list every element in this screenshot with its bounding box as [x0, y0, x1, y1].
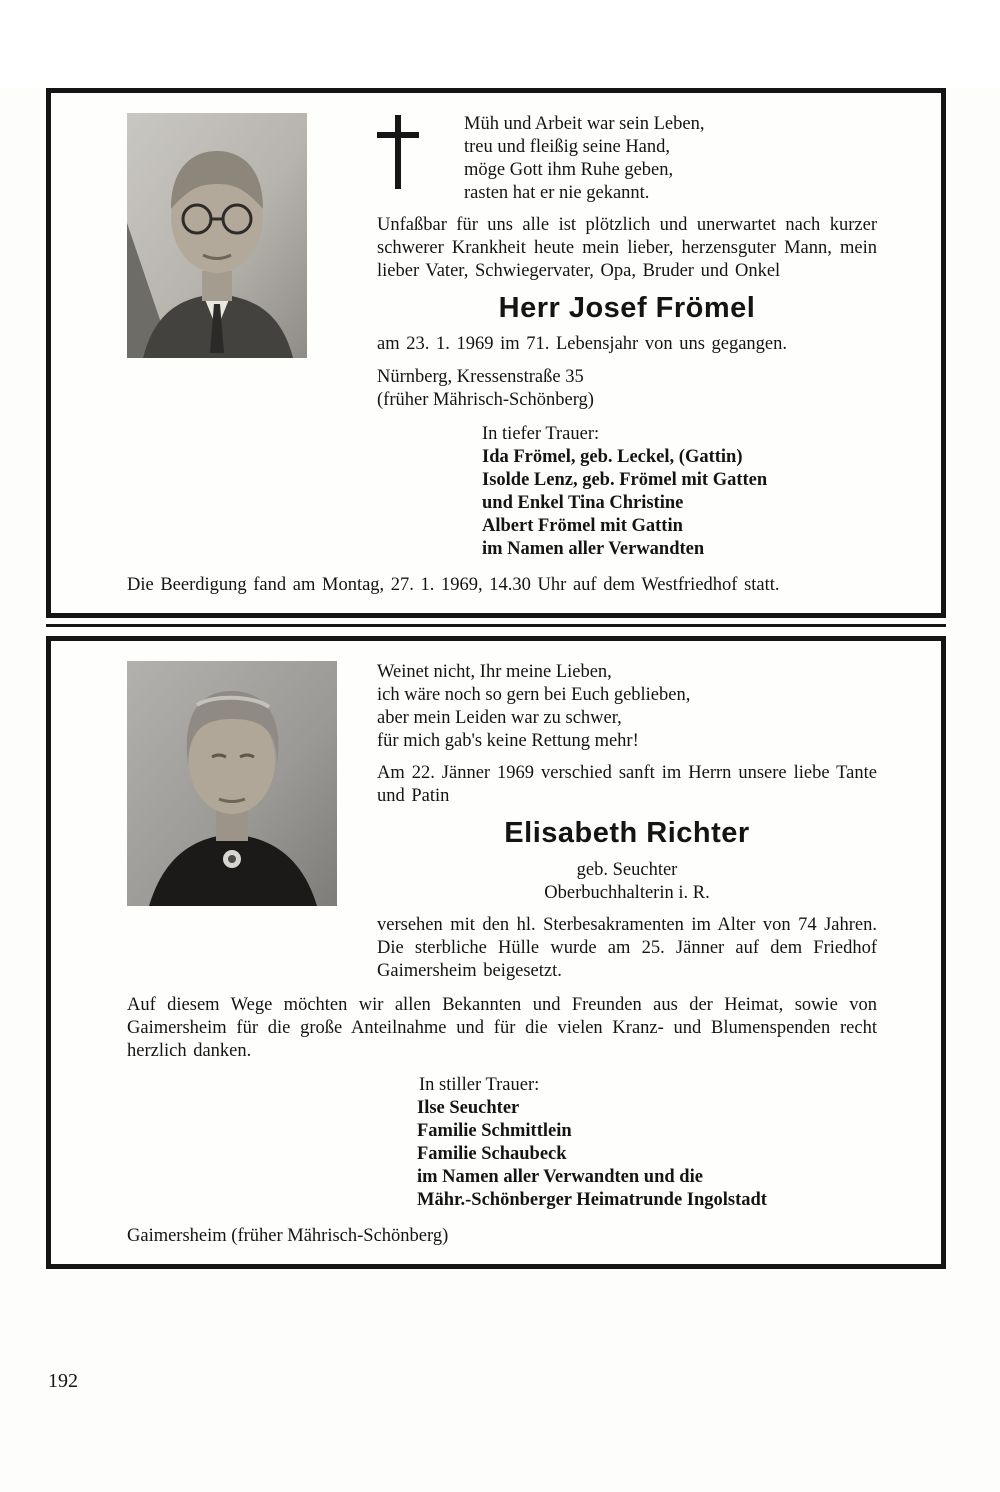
deceased-name-richter: Elisabeth Richter	[504, 817, 750, 850]
portrait-photo-elisabeth-richter	[127, 661, 337, 906]
poem-line: Müh und Arbeit war sein Leben,	[464, 114, 705, 134]
portrait-woman-graphic	[127, 661, 337, 906]
mourner-line: und Enkel Tina Christine	[482, 493, 684, 514]
cross-icon	[377, 113, 464, 194]
poem-line: möge Gott ihm Ruhe geben,	[464, 160, 674, 180]
thanks-text-richter: Auf diesem Wege möchten wir allen Bekannten und Freunden aus der Heimat, sowie von Gaimersheim für die große Anteilnahme und für die vielen Kranz- und Blumenspenden recht herzlich danken.	[127, 994, 877, 1061]
body-text-richter: versehen mit den hl. Sterbesakramenten im Alter von 74 Jahren. Die sterbliche Hülle wurde am 25. Jänner auf dem Friedhof Gaimersheim beigesetzt.	[377, 914, 877, 981]
notice-richter-content	[51, 641, 941, 1263]
poem-line: Weinet nicht, Ihr meine Lieben,	[377, 662, 612, 683]
mourner-line: Familie Schaubeck	[417, 1143, 567, 1164]
mourner-line: im Namen aller Verwandten	[482, 539, 705, 560]
poem-line: rasten hat er nie gekannt.	[464, 183, 650, 203]
footer-text-richter: Gaimersheim (früher Mährisch-Schönberg)	[127, 1225, 449, 1246]
mourner-line: Albert Frömel mit Gattin	[482, 516, 683, 537]
profession-richter: Oberbuchhalterin i. R.	[544, 882, 710, 903]
maiden-name-richter: geb. Seuchter	[576, 859, 678, 880]
poem-line: für mich gab's keine Rettung mehr!	[377, 731, 639, 752]
poem-froemel	[464, 113, 704, 205]
poem-line: treu und fleißig seine Hand,	[464, 137, 671, 157]
notice-froemel-content	[51, 93, 941, 613]
mourning-label-froemel: In tiefer Trauer:	[482, 424, 600, 445]
poem-line: ich wäre noch so gern bei Euch geblieben,	[377, 685, 691, 706]
portrait-photo-josef-froemel	[127, 113, 307, 358]
mourner-line: Mähr.-Schönberger Heimatrunde Ingolstadt	[417, 1189, 767, 1210]
address-line: (früher Mährisch-Schönberg)	[377, 390, 594, 411]
intro-text-richter: Am 22. Jänner 1969 verschied sanft im Herrn unsere liebe Tante und Patin	[377, 763, 877, 807]
obituary-notice-richter	[46, 636, 946, 1268]
obituary-notice-froemel	[46, 88, 946, 618]
passing-text-froemel: am 23. 1. 1969 im 71. Lebensjahr von uns gegangen.	[377, 334, 788, 355]
address-froemel	[377, 366, 877, 412]
notice-froemel-text-column	[377, 113, 877, 561]
mourner-line: im Namen aller Verwandten und die	[417, 1166, 703, 1187]
portrait-man-graphic	[127, 113, 307, 358]
page-number: 192	[48, 1370, 78, 1392]
deceased-name-froemel: Herr Josef Frömel	[498, 292, 756, 324]
poem-line: aber mein Leiden war zu schwer,	[377, 708, 622, 729]
mourner-line: Isolde Lenz, geb. Frömel mit Gatten	[482, 470, 768, 491]
obituary-page	[0, 88, 1000, 1492]
address-line: Nürnberg, Kressenstraße 35	[377, 367, 584, 388]
separator-rule	[46, 624, 946, 627]
poem-richter	[377, 661, 877, 753]
burial-text-froemel: Die Beerdigung fand am Montag, 27. 1. 1969, 14.30 Uhr auf dem Westfriedhof statt.	[127, 575, 780, 596]
mourner-line: Ida Frömel, geb. Leckel, (Gattin)	[482, 447, 743, 468]
intro-text-froemel: Unfaßbar für uns alle ist plötzlich und unerwartet nach kurzer schwerer Krankheit heute mein lieber, herzensguter Mann, mein lieber Vater, Schwiegervater, Opa, Bruder und Onkel	[377, 215, 877, 281]
mourning-label-richter: In stiller Trauer:	[419, 1074, 540, 1095]
mourner-line: Ilse Seuchter	[417, 1097, 520, 1118]
mourner-line: Familie Schmittlein	[417, 1120, 572, 1141]
mourners-richter	[417, 1097, 877, 1212]
notice-richter-text-column	[377, 661, 877, 982]
mourners-froemel	[482, 446, 877, 561]
